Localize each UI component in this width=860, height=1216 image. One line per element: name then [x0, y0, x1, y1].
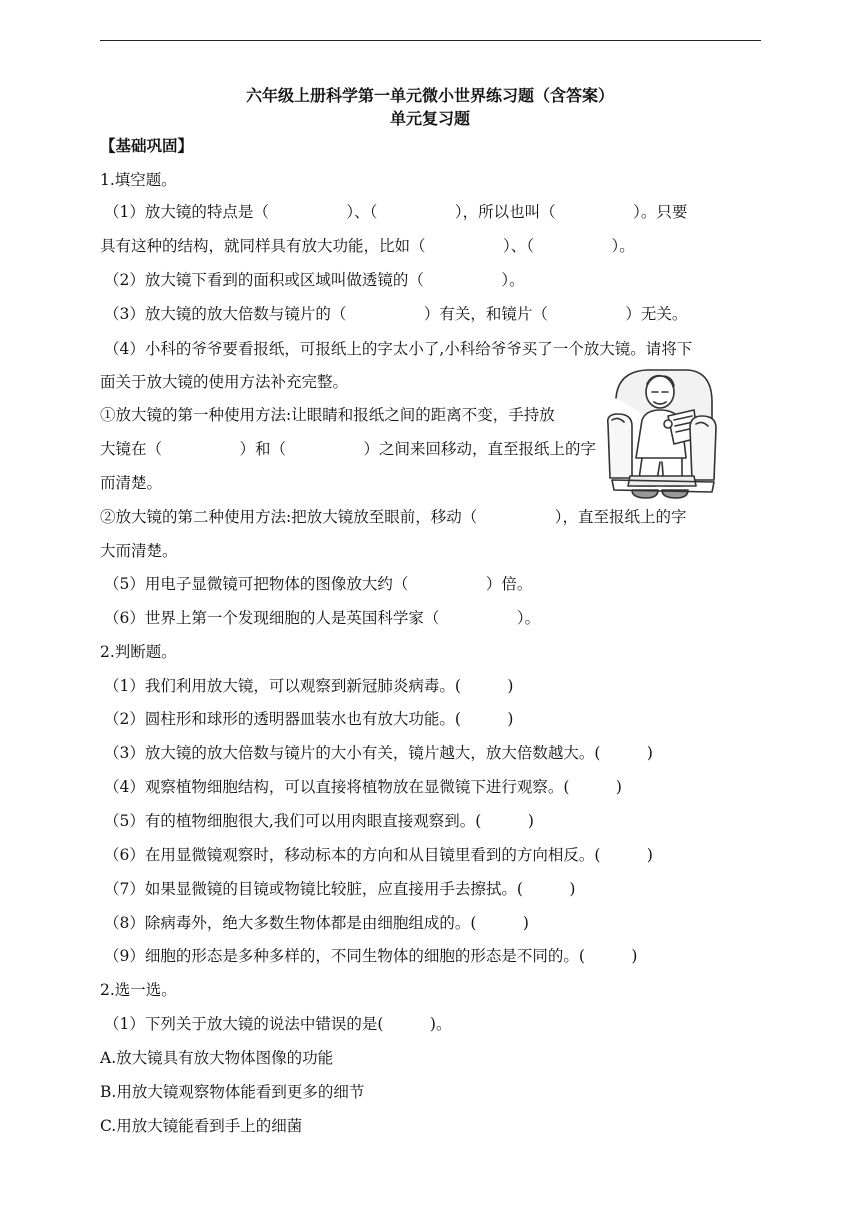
header-rule — [100, 40, 761, 41]
q1-item-2: （2）放大镜下看到的面积或区域叫做透镜的（ ）。 — [104, 271, 525, 289]
q1-heading: 1.填空题。 — [100, 171, 177, 189]
q1-item-5: （5）用电子显微镜可把物体的图像放大约（ ）倍。 — [104, 575, 533, 593]
q1-method-2-line-2: 大而清楚。 — [100, 542, 178, 560]
document-title: 六年级上册科学第一单元微小世界练习题（含答案） — [245, 86, 614, 105]
q1-method-1-line-2: 大镜在（ ）和（ ）之间来回移动，直至报纸上的字 — [100, 440, 597, 458]
document-subtitle: 单元复习题 — [389, 109, 470, 128]
q1-method-1-line-1: ①放大镜的第一种使用方法:让眼睛和报纸之间的距离不变，手持放 — [100, 406, 555, 424]
q3-stem: （1）下列关于放大镜的说法中错误的是( )。 — [104, 1015, 452, 1033]
q2-item-3: （3）放大镜的放大倍数与镜片的大小有关，镜片越大，放大倍数越大。( ) — [104, 744, 653, 762]
q1-item-4-line-2: 面关于放大镜的使用方法补充完整。 — [100, 373, 349, 391]
q2-item-8: （8）除病毒外，绝大多数生物体都是由细胞组成的。( ) — [104, 914, 529, 932]
q2-item-9: （9）细胞的形态是多种多样的，不同生物体的细胞的形态是不同的。( ) — [104, 947, 638, 965]
q3-option-c: C.用放大镜能看到手上的细菌 — [100, 1117, 303, 1135]
q1-item-1-line-2: 具有这种的结构，就同样具有放大功能，比如（ ）、（ ）。 — [100, 237, 635, 255]
section-heading: 【基础巩固】 — [100, 136, 194, 155]
q1-item-1-line-1: （1）放大镜的特点是（ ）、（ ），所以也叫（ ）。只要 — [104, 203, 688, 221]
q2-item-2: （2）圆柱形和球形的透明器皿装水也有放大功能。( ) — [104, 710, 514, 728]
q1-item-4-line-1: （4）小科的爷爷要看报纸，可报纸上的字太小了,小科给爷爷买了一个放大镜。请将下 — [104, 340, 693, 358]
q2-item-4: （4）观察植物细胞结构，可以直接将植物放在显微镜下进行观察。( ) — [104, 778, 622, 796]
q3-option-b: B.用放大镜观察物体能看到更多的细节 — [100, 1083, 365, 1101]
q1-method-1-line-3: 而清楚。 — [100, 474, 163, 492]
grandpa-reading-newspaper-icon — [602, 358, 720, 506]
q1-method-2-line-1: ②放大镜的第二种使用方法:把放大镜放至眼前，移动（ ），直至报纸上的字 — [100, 508, 687, 526]
q3-heading: 2.选一选。 — [100, 981, 177, 999]
q2-item-1: （1）我们利用放大镜，可以观察到新冠肺炎病毒。( ) — [104, 677, 514, 695]
q2-item-7: （7）如果显微镜的目镜或物镜比较脏，应直接用手去擦拭。( ) — [104, 880, 576, 898]
q1-item-3: （3）放大镜的放大倍数与镜片的（ ）有关，和镜片（ ）无关。 — [104, 305, 688, 323]
q1-item-6: （6）世界上第一个发现细胞的人是英国科学家（ ）。 — [104, 609, 541, 627]
q2-heading: 2.判断题。 — [100, 643, 177, 661]
q3-option-a: A.放大镜具有放大物体图像的功能 — [100, 1049, 334, 1067]
q2-item-5: （5）有的植物细胞很大,我们可以用肉眼直接观察到。( ) — [104, 812, 534, 830]
q2-item-6: （6）在用显微镜观察时，移动标本的方向和从目镜里看到的方向相反。( ) — [104, 846, 653, 864]
